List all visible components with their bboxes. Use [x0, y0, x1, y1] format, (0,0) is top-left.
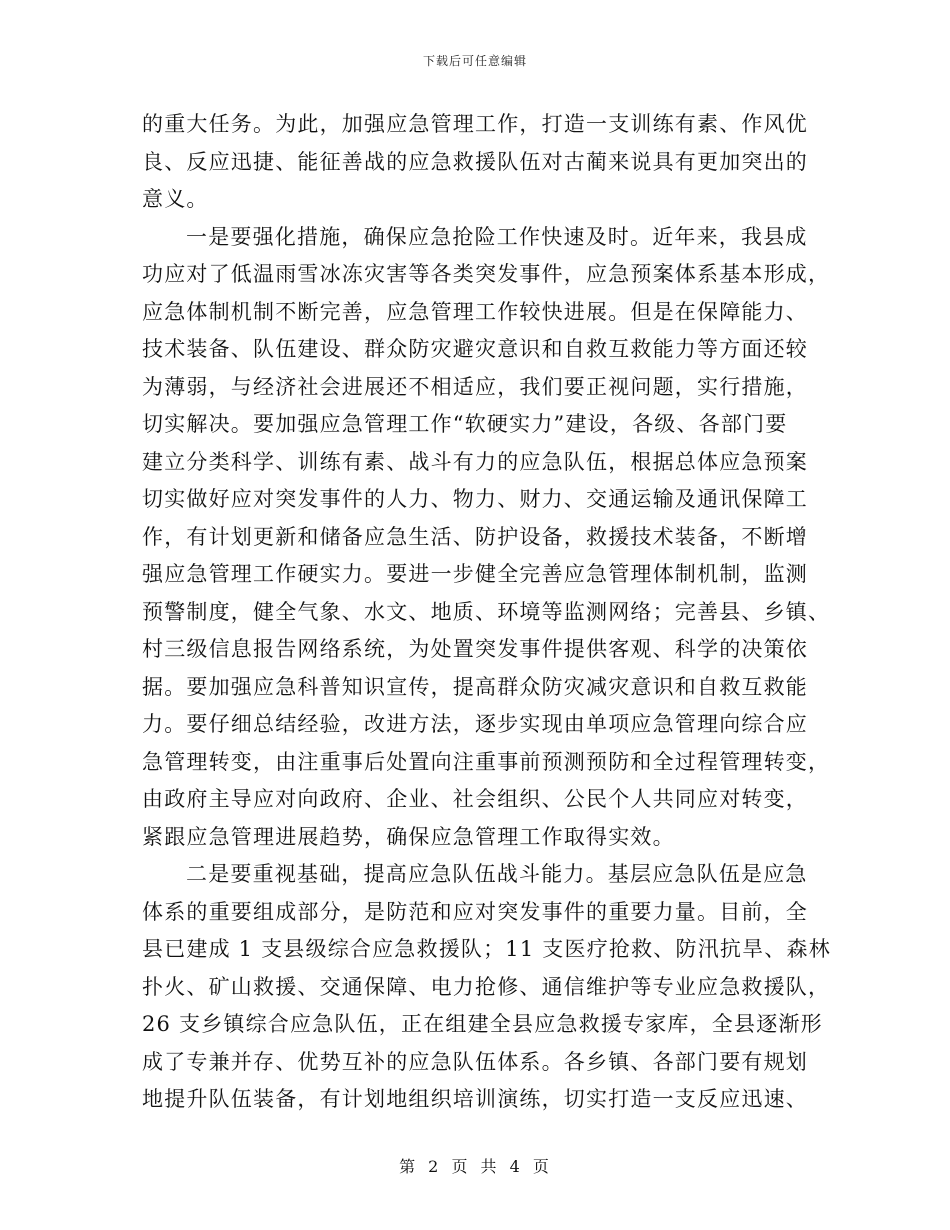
text-line: 一是要强化措施，确保应急抢险工作快速及时。近年来，我县成 [186, 224, 808, 249]
text-line: 切实做好应对突发事件的人力、物力、财力、交通运输及通讯保障工 [142, 487, 808, 511]
text-line: 切实解决。要加强应急管理工作“软硬实力”建设，各级、各部门要 [142, 412, 788, 436]
page-number-footer: 第 2 页 共 4 页 [399, 1157, 551, 1176]
text-line: 地提升队伍装备，有计划地组织培训演练，切实打造一支反应迅速、 [142, 1087, 808, 1111]
text-line: 良、反应迅捷、能征善战的应急救援队伍对古蔺来说具有更加突出的 [142, 149, 808, 174]
header-note: 下载后可任意编辑 [422, 54, 527, 68]
text-line: 村三级信息报告网络系统，为处置突发事件提供客观、科学的决策依 [142, 637, 808, 661]
text-line: 成了专兼并存、优势互补的应急队伍体系。各乡镇、各部门要有规划 [142, 1049, 808, 1074]
text-line: 强应急管理工作硬实力。要进一步健全完善应急管理体制机制，监测 [142, 562, 808, 586]
text-line: 建立分类科学、训练有素、战斗有力的应急队伍，根据总体应急预案 [142, 449, 808, 474]
text-line: 技术装备、队伍建设、群众防灾避灾意识和自救互救能力等方面还较 [142, 337, 808, 361]
text-line: 功应对了低温雨雪冰冻灾害等各类突发事件，应急预案体系基本形成， [142, 262, 831, 286]
text-line: 由政府主导应对向政府、企业、社会组织、公民个人共同应对转变， [142, 787, 808, 811]
text-line: 二是要重视基础，提高应急队伍战斗能力。基层应急队伍是应急 [186, 862, 808, 886]
text-line: 为薄弱，与经济社会进展还不相适应，我们要正视问题，实行措施， [142, 374, 808, 399]
text-line: 作，有计划更新和储备应急生活、防护设备，救援技术装备，不断增 [142, 524, 808, 549]
text-line: 应急体制机制不断完善，应急管理工作较快进展。但是在保障能力、 [142, 299, 808, 324]
text-line: 预警制度，健全气象、水文、地质、环境等监测网络；完善县、乡镇、 [142, 599, 831, 624]
text-line: 据。要加强应急科普知识宣传，提高群众防灾减灾意识和自救互救能 [142, 674, 808, 699]
text-line: 急管理转变，由注重事后处置向注重事前预测预防和全过程管理转变， [142, 749, 831, 774]
text-line: 体系的重要组成部分，是防范和应对突发事件的重要力量。目前，全 [142, 899, 808, 924]
text-line: 力。要仔细总结经验，改进方法，逐步实现由单项应急管理向综合应 [142, 712, 808, 736]
text-line: 26 支乡镇综合应急队伍，正在组建全县应急救援专家库，全县逐渐形 [142, 1012, 823, 1036]
text-line: 扑火、矿山救援、交通保障、电力抢修、通信维护等专业应急救援队， [142, 974, 831, 999]
text-line: 紧跟应急管理进展趋势，确保应急管理工作取得实效。 [142, 824, 675, 849]
text-line: 意义。 [142, 187, 209, 211]
body-text [142, 106, 831, 1119]
text-line: 县已建成 1 支县级综合应急救援队；11 支医疗抢救、防汛抗旱、森林 [142, 937, 831, 961]
text-line: 的重大任务。为此，加强应急管理工作，打造一支训练有素、作风优 [142, 112, 808, 136]
